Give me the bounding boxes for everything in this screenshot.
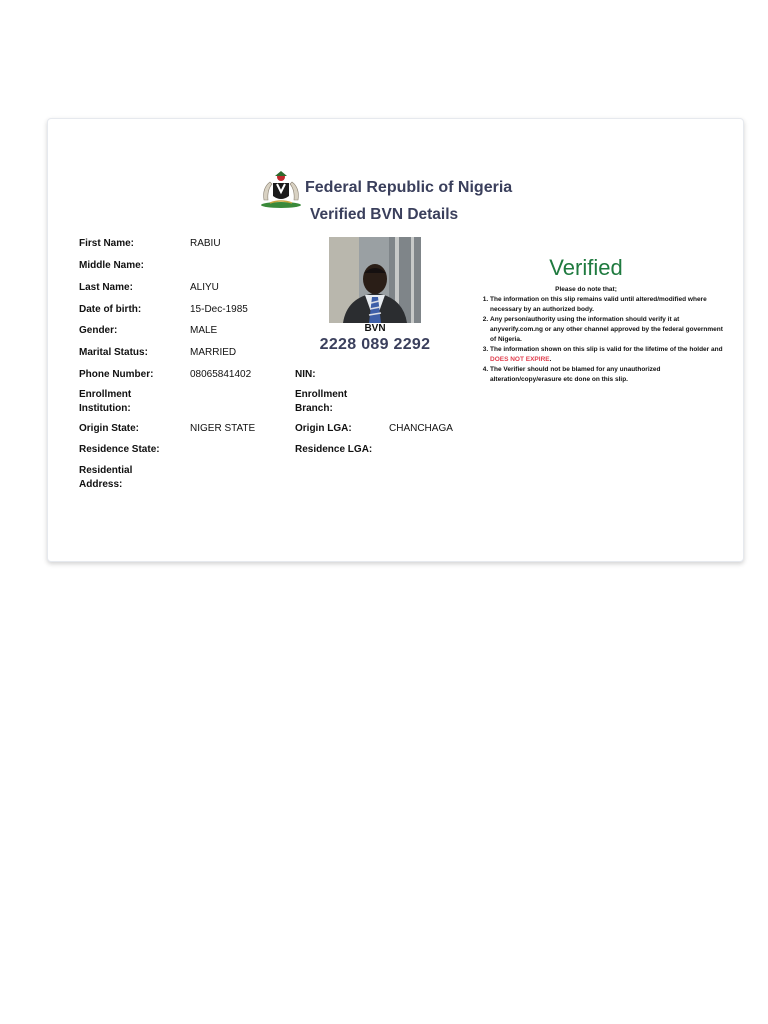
residence-lga-label: Residence LGA: — [295, 444, 373, 455]
first-name-label: First Name: — [79, 238, 135, 249]
first-name-value: RABIU — [190, 238, 221, 249]
page-subtitle: Verified BVN Details — [310, 206, 459, 223]
enrollment-institution-label-line1: Enrollment — [79, 389, 132, 400]
note-item: 2. Any person/authority using the information should verify it at anyverify.com.ng or any other channel approved by the federal government of Nigeria. — [490, 315, 725, 345]
verified-status: Verified — [549, 255, 623, 280]
origin-state-value: NIGER STATE — [190, 423, 256, 434]
enrollment-branch-label-line2: Branch: — [295, 403, 333, 414]
residence-state-label: Residence State: — [79, 444, 160, 455]
enrollment-branch-label — [295, 388, 347, 416]
note-item — [490, 345, 725, 365]
origin-lga-value: CHANCHAGA — [389, 423, 453, 434]
does-not-expire-highlight: DOES NOT EXPIRE — [490, 356, 550, 363]
last-name-label: Last Name: — [79, 282, 133, 293]
passport-photo — [329, 237, 421, 323]
dob-value: 15-Dec-1985 — [190, 304, 248, 315]
marital-status-label: Marital Status: — [79, 347, 148, 358]
nin-label: NIN: — [295, 369, 316, 380]
origin-lga-label: Origin LGA: — [295, 423, 352, 434]
dob-label: Date of birth: — [79, 304, 142, 315]
page-title: Federal Republic of Nigeria — [305, 179, 513, 196]
phone-label: Phone Number: — [79, 369, 154, 380]
bvn-number: 2228 089 2292 — [319, 336, 431, 353]
note-item: 4. The Verifier should not be blamed for any unauthorized alteration/copy/erasure etc done on this slip. — [490, 365, 725, 385]
enrollment-branch-label-line1: Enrollment — [295, 389, 348, 400]
residential-address-label-line1: Residential — [79, 465, 133, 476]
note-item: 1. The information on this slip remains valid until altered/modified where necessary by an authorized body. — [490, 295, 725, 315]
bvn-label: BVN — [364, 323, 386, 334]
note-text: The information shown on this slip is valid for the lifetime of the holder and — [490, 346, 723, 353]
phone-value: 08065841402 — [190, 369, 252, 380]
note-period: . — [549, 356, 552, 363]
enrollment-institution-label-line2: Institution: — [79, 403, 131, 414]
gender-label: Gender: — [79, 325, 118, 336]
residential-address-label — [79, 464, 132, 492]
notes-list — [478, 295, 725, 385]
residential-address-label-line2: Address: — [79, 479, 123, 490]
middle-name-label: Middle Name: — [79, 260, 145, 271]
nigeria-coat-of-arms-icon — [256, 170, 306, 208]
note-heading: Please do note that; — [555, 286, 617, 293]
marital-status-value: MARRIED — [190, 347, 237, 358]
gender-value: MALE — [190, 325, 218, 336]
last-name-value: ALIYU — [190, 282, 219, 293]
enrollment-institution-label — [79, 388, 131, 416]
origin-state-label: Origin State: — [79, 423, 140, 434]
